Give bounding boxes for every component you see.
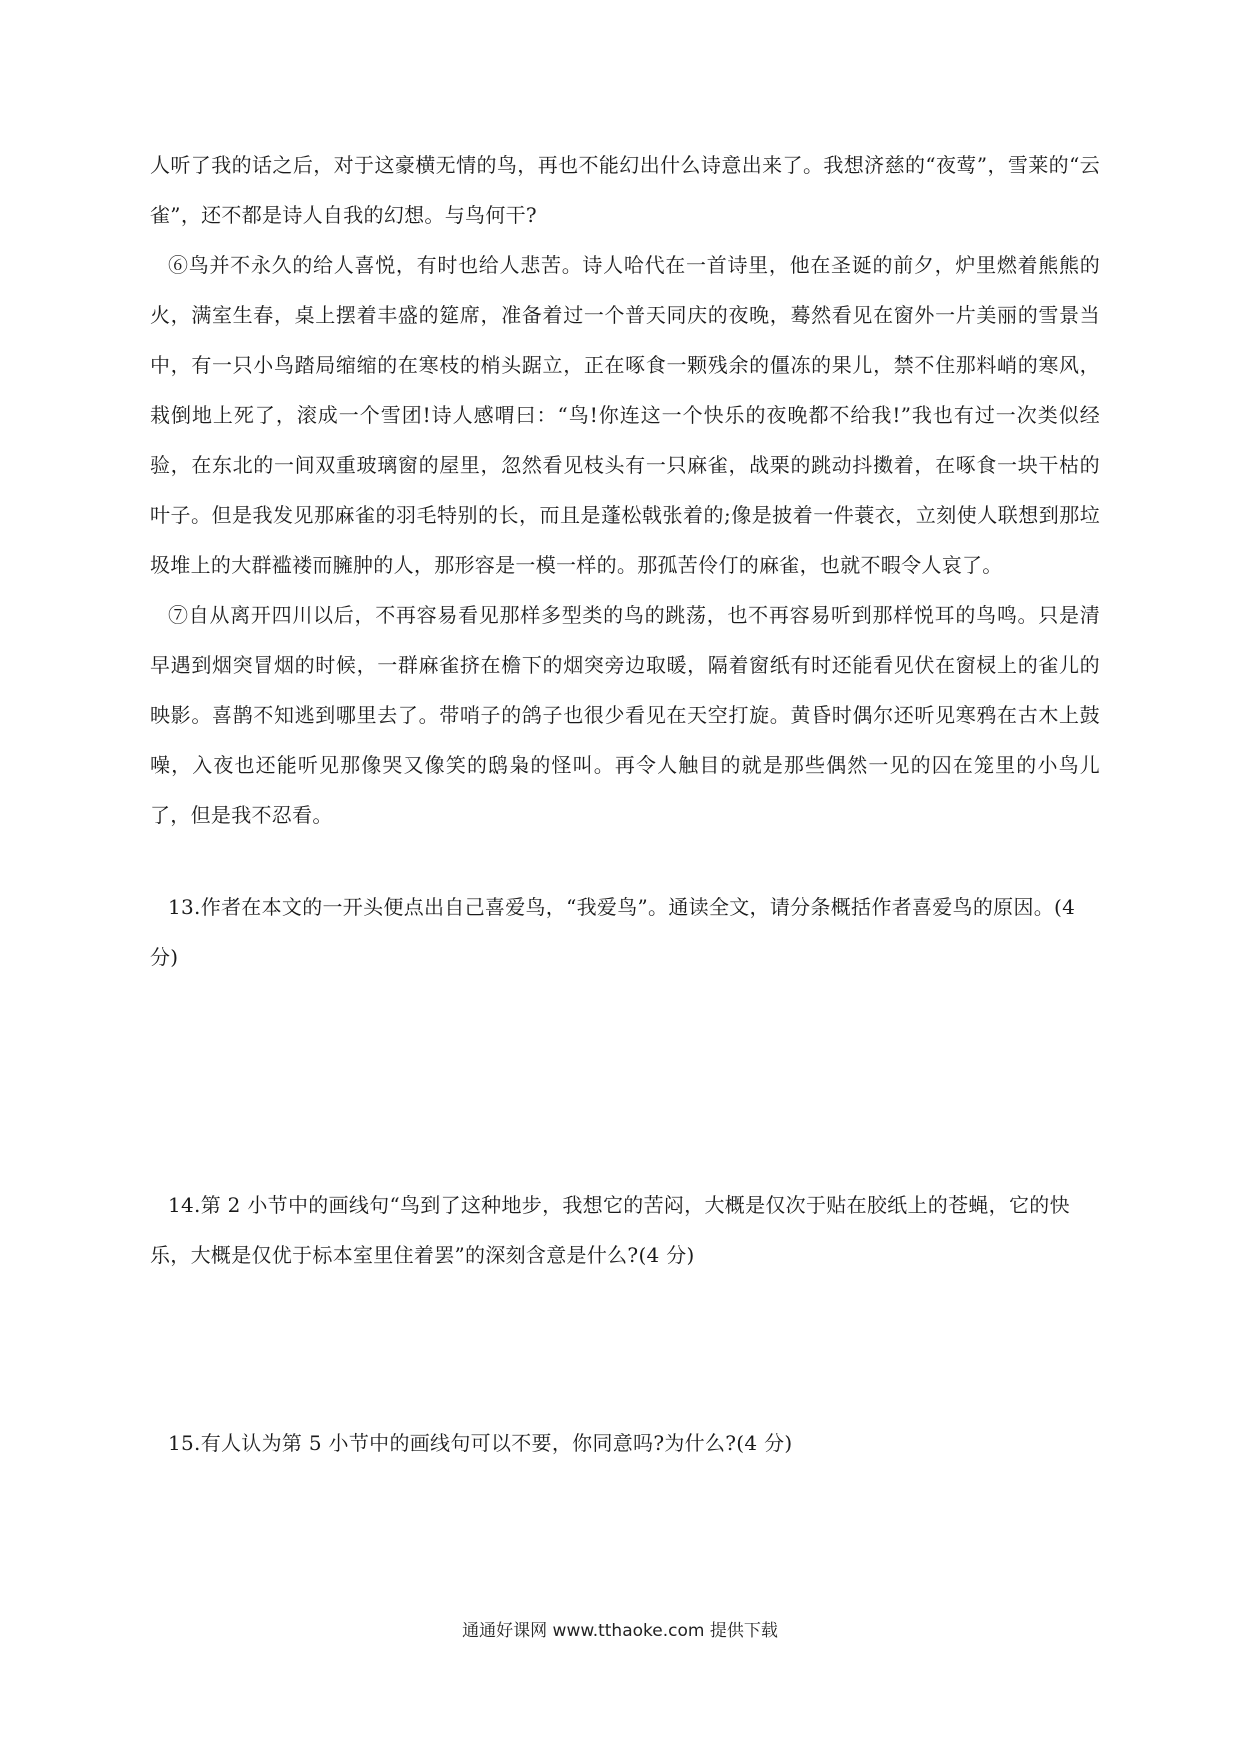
page-footer: 通通好课网 www.tthaoke.com 提供下载 [462, 1621, 778, 1641]
passage-body [150, 140, 1100, 840]
paragraph-continued: 人听了我的话之后，对于这豪横无情的鸟，再也不能幻出什么诗意出来了。我想济慈的“夜莺”，雪莱的“云雀”，还不都是诗人自我的幻想。与鸟何干? [150, 153, 1100, 227]
question-15: 15.有人认为第 5 小节中的画线句可以不要，你同意吗?为什么?(4 分) [168, 1431, 793, 1455]
paragraph-6: ⑥鸟并不永久的给人喜悦，有时也给人悲苦。诗人哈代在一首诗里，他在圣诞的前夕，炉里燃着熊熊的火，满室生春，桌上摆着丰盛的筵席，准备着过一个普天同庆的夜晚，蓦然看见在窗外一片美丽的雪景当中，有一只小鸟踏局缩缩的在寒枝的梢头踞立，正在啄食一颗残余的僵冻的果儿，禁不住那料峭的寒风，栽倒地上死了，滚成一个雪团!诗人感喟曰：“鸟!你连这一个快乐的夜晚都不给我!”我也有过一次类似经验，在东北的一间双重玻璃窗的屋里，忽然看见枝头有一只麻雀，战栗的跳动抖擞着，在啄食一块干枯的叶子。但是我发见那麻雀的羽毛特别的长，而且是蓬松戟张着的;像是披着一件蓑衣，立刻使人联想到那垃圾堆上的大群褴褛而臃肿的人，那形容是一模一样的。那孤苦伶仃的麻雀，也就不暇令人哀了。 [150, 253, 1100, 577]
question-14: 14.第 2 小节中的画线句“鸟到了这种地步，我想它的苦闷，大概是仅次于贴在胶纸上的苍蝇，它的快乐，大概是仅优于标本室里住着罢”的深刻含意是什么?(4 分) [150, 1193, 1070, 1267]
question-13: 13.作者在本文的一开头便点出自己喜爱鸟，“我爱鸟”。通读全文，请分条概括作者喜爱鸟的原因。(4 分) [150, 895, 1076, 969]
paragraph-7: ⑦自从离开四川以后，不再容易看见那样多型类的鸟的跳荡，也不再容易听到那样悦耳的鸟鸣。只是清早遇到烟突冒烟的时候，一群麻雀挤在檐下的烟突旁边取暖，隔着窗纸有时还能看见伏在窗棂上的雀儿的映影。喜鹊不知逃到哪里去了。带哨子的鸽子也很少看见在天空打旋。黄昏时偶尔还听见寒鸦在古木上鼓噪，入夜也还能听见那像哭又像笑的鸱枭的怪叫。再令人触目的就是那些偶然一见的囚在笼里的小鸟儿了，但是我不忍看。 [150, 603, 1100, 827]
